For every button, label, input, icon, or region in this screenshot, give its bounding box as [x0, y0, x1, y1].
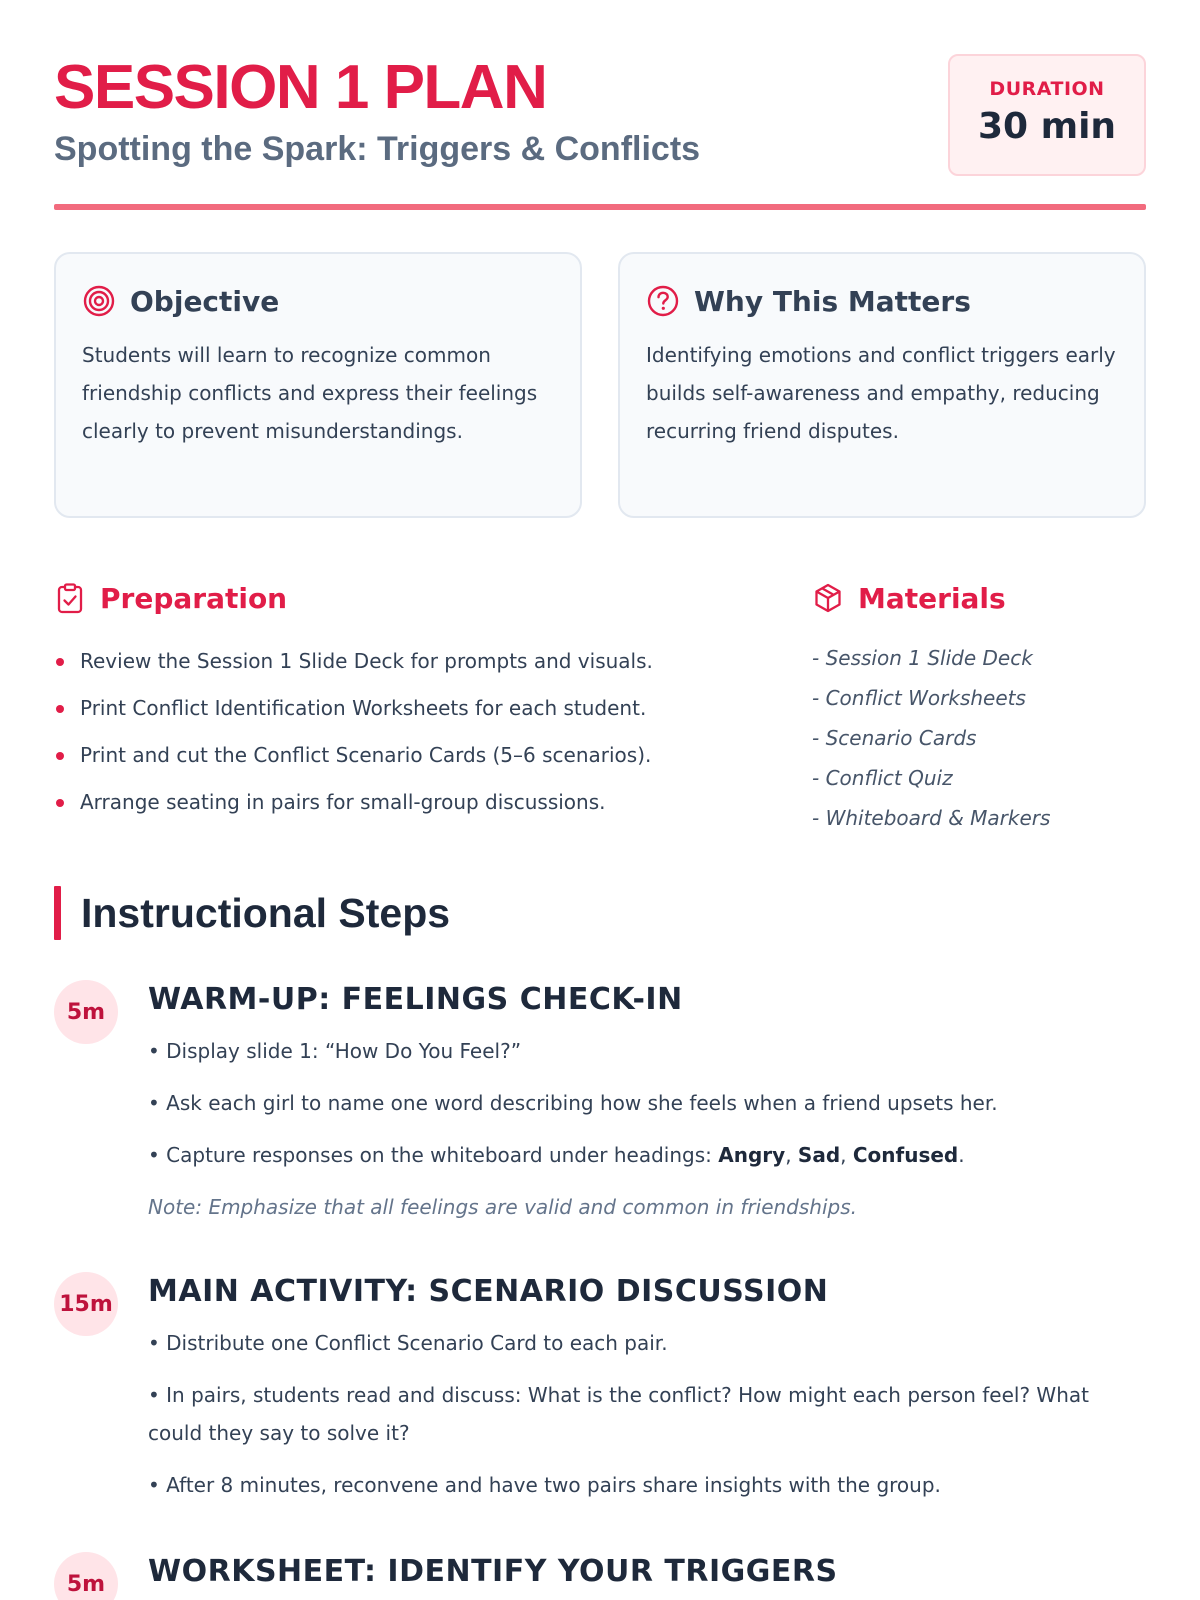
steps-heading: [54, 886, 450, 940]
step-line: • After 8 minutes, reconvene and have two pairs share insights with the group.: [148, 1473, 941, 1497]
step-warm-up: [54, 980, 1146, 1226]
preparation-title: Preparation: [100, 581, 288, 615]
list-item: - Scenario Cards: [812, 726, 977, 750]
step-title: WARM-UP: FEELINGS CHECK-IN: [148, 982, 683, 1017]
step-worksheet: [54, 1552, 1146, 1600]
list-item: Arrange seating in pairs for small-group discussions.: [54, 779, 774, 826]
objective-card: [54, 252, 582, 518]
step-main-activity: [54, 1272, 1146, 1518]
duration-label: DURATION: [989, 78, 1105, 100]
list-item: - Whiteboard & Markers: [812, 806, 1051, 830]
step-time-badge: 5m: [54, 1552, 118, 1600]
objective-title: Objective: [130, 284, 280, 318]
header: [54, 0, 1146, 210]
why-text: Identifying emotions and conflict triggers early builds self-awareness and empathy, reducing recurring friend disputes.: [646, 343, 1116, 443]
steps-title: Instructional Steps: [81, 889, 451, 936]
heading-accent-bar: [54, 886, 61, 940]
list-item: - Session 1 Slide Deck: [812, 646, 1033, 670]
list-item: - Conflict Worksheets: [812, 686, 1026, 710]
list-item: - Conflict Quiz: [812, 766, 953, 790]
step-line: • Distribute one Conflict Scenario Card to each pair.: [148, 1331, 668, 1355]
preparation-section: [54, 578, 774, 826]
heading-sad: Sad: [797, 1143, 841, 1167]
heading-confused: Confused: [852, 1143, 959, 1167]
step-line: • Ask each girl to name one word describing how she feels when a friend upsets her.: [148, 1091, 998, 1115]
step-note: Note: Emphasize that all feelings are valid and common in friendships.: [148, 1195, 857, 1219]
step-title: WORKSHEET: IDENTIFY YOUR TRIGGERS: [148, 1554, 838, 1589]
package-icon: [812, 582, 844, 614]
list-item: Review the Session 1 Slide Deck for prompts and visuals.: [54, 638, 774, 685]
why-title: Why This Matters: [694, 284, 971, 318]
step-line: • Display slide 1: “How Do You Feel?”: [148, 1039, 522, 1063]
materials-title: Materials: [858, 581, 1006, 615]
preparation-list: [54, 638, 774, 826]
step-title: MAIN ACTIVITY: SCENARIO DISCUSSION: [148, 1274, 829, 1309]
info-cards: [54, 252, 1146, 518]
list-item: Print and cut the Conflict Scenario Cards (5–6 scenarios).: [54, 732, 774, 779]
step-time-badge: 15m: [54, 1272, 118, 1336]
step-line: • In pairs, students read and discuss: What is the conflict? How might each person feel? What could they say to solve it?: [148, 1383, 1089, 1445]
materials-list: [812, 638, 1146, 838]
heading-angry: Angry: [718, 1143, 786, 1167]
step-line: • Capture responses on the whiteboard under headings: Angry, Sad, Confused.: [148, 1143, 965, 1167]
list-item: Print Conflict Identification Worksheets for each student.: [54, 685, 774, 732]
header-divider: [54, 204, 1146, 210]
objective-text: Students will learn to recognize common friendship conflicts and express their feelings clearly to prevent misunderstandings.: [82, 343, 538, 443]
why-card: [618, 252, 1146, 518]
target-icon: [82, 284, 116, 318]
question-circle-icon: [646, 284, 680, 318]
materials-section: [812, 578, 1146, 838]
duration-value: 30 min: [977, 106, 1117, 147]
page-subtitle: Spotting the Spark: Triggers & Conflicts: [54, 130, 701, 168]
step-time-badge: 5m: [54, 980, 118, 1044]
page-title: SESSION 1 PLAN: [54, 53, 547, 122]
clipboard-check-icon: [54, 582, 86, 614]
duration-badge: [948, 54, 1146, 176]
